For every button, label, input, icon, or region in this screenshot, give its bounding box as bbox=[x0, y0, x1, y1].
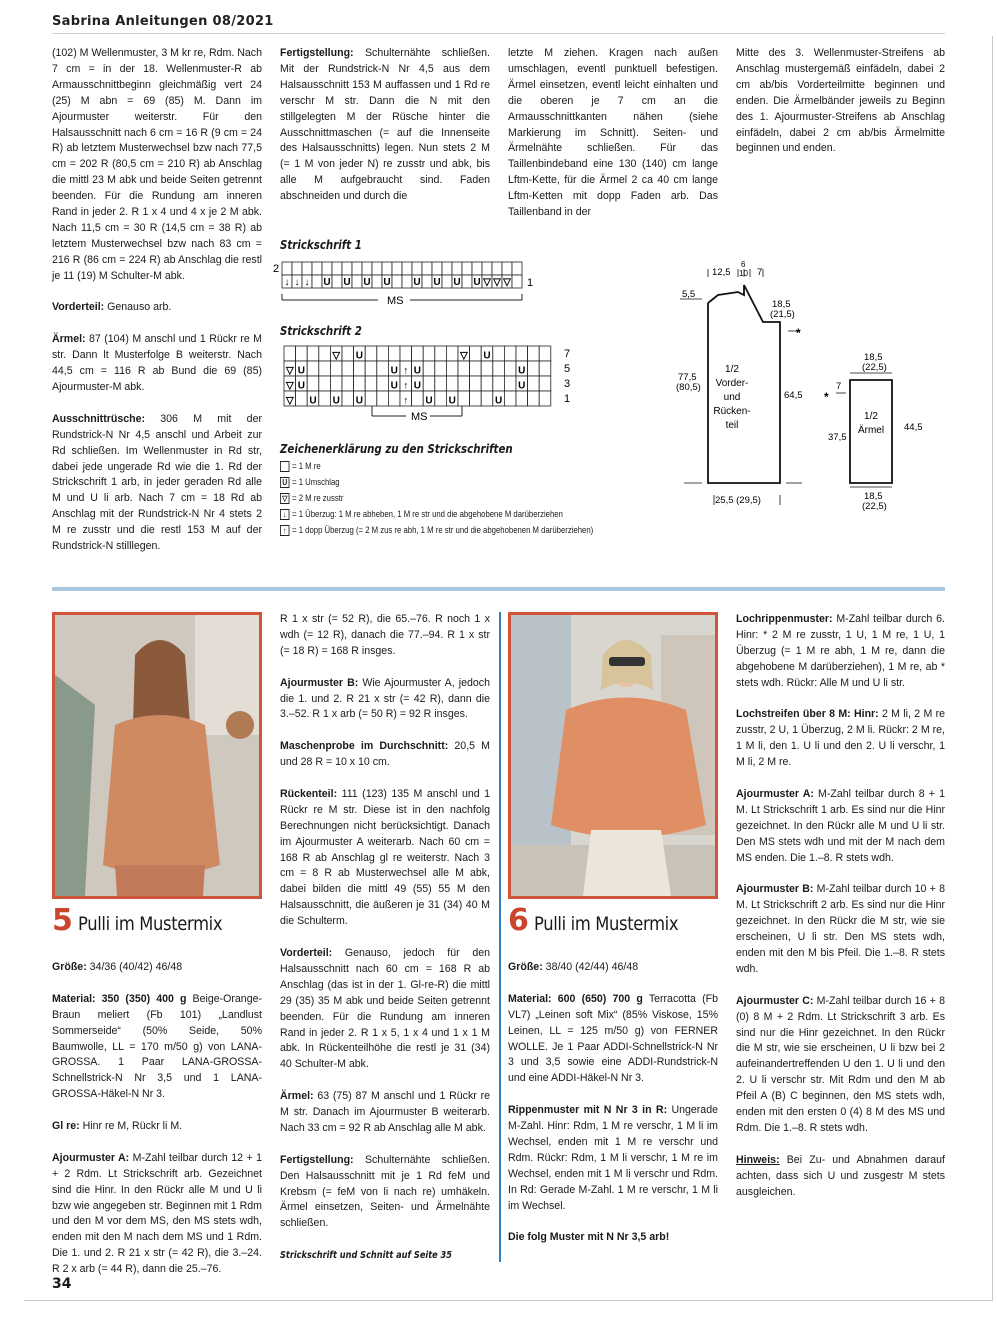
chart-2-cell bbox=[516, 391, 528, 406]
chart-2-cell bbox=[528, 376, 540, 391]
dim-sleeve-mark: 7 bbox=[836, 381, 842, 392]
chart-2-cell bbox=[539, 346, 551, 361]
chart-1-cell bbox=[492, 262, 502, 275]
chart-2-grid bbox=[284, 346, 551, 407]
chart-1-cell bbox=[462, 262, 472, 275]
chart-2-cell bbox=[319, 346, 331, 361]
stitch-symbol-icon: ▽ bbox=[285, 395, 294, 407]
chart-2-cell bbox=[528, 361, 540, 376]
chart-1-cell bbox=[512, 275, 522, 288]
chart-2 bbox=[280, 344, 580, 424]
chart-2-cell bbox=[423, 346, 435, 361]
p5-size: Größe: 34/36 (40/42) 46/48 bbox=[52, 961, 183, 973]
chart-2-row-1: 1 bbox=[564, 393, 571, 405]
stitch-symbol-icon: ▽ bbox=[285, 380, 294, 392]
chart-2-cell bbox=[493, 361, 505, 376]
chart-2-cell bbox=[446, 346, 458, 361]
chart-1-cell bbox=[392, 262, 402, 275]
chart-2-cell bbox=[493, 376, 505, 391]
stitch-symbol-icon: ▽ bbox=[285, 365, 294, 377]
dim-shoulder-alt: (21,5) bbox=[770, 309, 795, 320]
chart-2-cell bbox=[342, 376, 354, 391]
sleeve-label-2: Ärmel bbox=[857, 425, 885, 436]
dim-length-alt: (80,5) bbox=[676, 382, 701, 393]
body-label-2: Vorder- bbox=[715, 378, 749, 389]
p6-eyelet-stripe: Lochstreifen über 8 M: Hinr: 2 M li, 2 M re zusstr, 2 U, 1 Überzug, 2 M li. Rückr: 2 M re, 1 M li, den 1. U li und den 2. U li verschr, 1 M li, 2 M re. bbox=[736, 708, 945, 769]
top-column-4 bbox=[736, 46, 945, 157]
chart-1-cell bbox=[442, 275, 452, 288]
chart-1-cell bbox=[402, 262, 412, 275]
chart-2-cell bbox=[446, 361, 458, 376]
chart-2-title: Strickschrift 2 bbox=[280, 323, 362, 338]
photo-pattern-5 bbox=[52, 612, 262, 899]
pattern-6-column-a bbox=[508, 960, 718, 1246]
chart-1-cell bbox=[312, 275, 322, 288]
pattern-5-reference-note: Strickschrift und Schnitt auf Seite 35 bbox=[280, 1250, 452, 1261]
chart-2-cell bbox=[458, 361, 470, 376]
chart-2-cell bbox=[481, 376, 493, 391]
p5-finishing: Fertigstellung: Schulternähte schließen. Den Halsausschnitt mit je 1 Rd feM und Krebsm (= feM von li nach re) umhäkeln. Ärmel einsetzen, Seiten- und Ärmelnähte schließen. bbox=[280, 1153, 490, 1230]
chart-1-cell bbox=[422, 275, 432, 288]
chart-2-cell bbox=[435, 376, 447, 391]
legend-item-double-decrease: ↑ = 1 dopp Überzug (= 2 M zus re abh, 1 M re str und die abgehobenen M darüberziehen) bbox=[280, 522, 593, 538]
chart-2-cell bbox=[388, 391, 400, 406]
chart-1-cell bbox=[282, 262, 292, 275]
chart-1-cell bbox=[372, 275, 382, 288]
chart-2-cell bbox=[377, 361, 389, 376]
k2tog-symbol-icon: ▽ bbox=[280, 493, 289, 504]
p6-note-needles: Die folg Muster mit N Nr 3,5 arb! bbox=[508, 1231, 670, 1244]
paragraph-back-continued: (102) M Wellenmuster, 3 M kr re, Rdm. Nach 7 cm = in der 18. Wellenmuster-R ab Armausschnittbeginn gleichmäßig vert 24 (25) M abn = 69 (85) M. Dann im Ajourmuster weiterstr. Für den Halsausschnitt nach 6 cm = 16 R (9 cm = 24 R) ab letztem Musterwechsel bzw nach 77,5 cm = 202 R (80,5 cm = 210 R) ab Anschlag die mittl 23 M abk und beide Seiten getrennt beenden. Für die Rundung am inneren Rand in jeder 2. R 1 x 4 und 4 x je 2 M abk. Nach 11,5 cm = 30 R (14,5 cm = 38 R) ab letztem Musterwechsel bzw nach 83 cm = 216 R (86 cm = 224 R) ab Anschlag die restl je 11 (19) M Schulter-M abk. bbox=[52, 47, 262, 282]
chart-1-cell bbox=[502, 262, 512, 275]
stitch-symbol-icon: U bbox=[413, 277, 421, 288]
stitch-symbol-icon: U bbox=[425, 395, 433, 407]
dim-top-left: 12,5 bbox=[712, 267, 731, 278]
stitch-symbol-icon: ↑ bbox=[403, 365, 409, 377]
chart-2-ms-label: MS bbox=[411, 411, 428, 423]
pattern-6-divider bbox=[499, 612, 501, 1262]
model-6-illustration bbox=[511, 615, 715, 896]
chart-1-cell bbox=[302, 262, 312, 275]
decrease-arrow-icon: ↓ bbox=[280, 509, 289, 520]
chart-2-cell bbox=[504, 361, 516, 376]
dim-neck-b: 10 bbox=[739, 269, 748, 278]
chart-2-cell bbox=[365, 376, 377, 391]
dim-shoulder: 18,5 bbox=[772, 299, 791, 310]
p5-front: Vorderteil: Genauso, jedoch für den Halsausschnitt nach 60 cm = 168 R ab Anschlag (das ist in der 1. Gl-re-R) die mittl 29 (35) 35 M abk und beide Seiten getrennt beenden. Für die Rundung am inneren Rand in jeder 2. R 1 x 5, 1 x 4 und 1 x 1 M abk. In Rückenteilhöhe die restl je 31 (34) 40 Schulter-M abk. bbox=[280, 946, 490, 1071]
chart-1-cell bbox=[472, 262, 482, 275]
p5-ajour-a: Ajourmuster A: M-Zahl teilbar durch 12 + 1 + 2 Rdm. Lt Strickschrift arb. Gezeichnet sind die Hinr. In den Rückr alle M und U li bzw wie angegeben str. Beginnen mit 1 Rdm und den M vor dem MS, den MS stets wdh, enden mit den M nach dem MS und 1 Rdm. Die 1. und 2. R 21 x str (= 42 R), die 3.–24. R 2 x arb (= 44 R), dann die 25.–76. bbox=[52, 1151, 262, 1276]
stitch-symbol-icon: U bbox=[363, 277, 371, 288]
sleeve-marker-star: * bbox=[824, 390, 829, 404]
stitch-symbol-icon: U bbox=[332, 395, 340, 407]
page-frame-right bbox=[992, 36, 993, 1301]
chart-2-cell bbox=[516, 346, 528, 361]
body-label-3: und bbox=[723, 392, 741, 403]
stitch-symbol-icon: ▽ bbox=[459, 350, 468, 362]
seam-marker-star: * bbox=[796, 326, 801, 340]
double-decrease-arrow-icon: ↑ bbox=[280, 525, 289, 536]
dim-sleeve-left: 37,5 bbox=[828, 432, 847, 443]
pattern-5-title bbox=[52, 903, 246, 938]
stitch-symbol-icon: U bbox=[473, 277, 481, 288]
stitch-symbol-icon: U bbox=[390, 380, 398, 392]
body-label-5: teil bbox=[725, 420, 739, 431]
chart-2-cell bbox=[528, 346, 540, 361]
chart-2-cell bbox=[504, 346, 516, 361]
chart-1-cell bbox=[342, 262, 352, 275]
paragraph-finishing-continued: letzte M ziehen. Kragen nach außen umschlagen, eventl punktuell befestigen. Ärmel einsetzen, eventl leicht einhalten und die oberen je 7 cm an die Armausschnittkanten nähen (siehe Markierung im Schnitt). Seiten- und Ärmelnähte schließen. Für das Taillenbindeband eine 130 (140) cm lange Lftm-Kette, für die Ärmel 2 ca 40 cm lange Lftm-Ketten mit dopp Faden arb. Das Taillenband in der bbox=[508, 47, 718, 219]
chart-2-cell bbox=[470, 346, 482, 361]
dim-sleeve-bottom-alt: (22,5) bbox=[862, 501, 887, 512]
dim-bottom: 25,5 (29,5) bbox=[715, 495, 761, 506]
chart-2-cell bbox=[435, 346, 447, 361]
chart-2-cell bbox=[319, 391, 331, 406]
chart-1-cell bbox=[322, 262, 332, 275]
p5-stockinette: Gl re: Hinr re M, Rückr li M. bbox=[52, 1120, 183, 1133]
stitch-symbol-icon: U bbox=[413, 380, 422, 392]
chart-1-cell bbox=[312, 262, 322, 275]
chart-2-cell bbox=[342, 346, 354, 361]
stitch-symbol-icon: U bbox=[518, 365, 526, 377]
chart-2-cell bbox=[539, 361, 551, 376]
paragraph-finishing-end: Mitte des 3. Wellenmuster-Streifens ab Anschlag mustergemäß einfädeln, dabei 2 cm ab/bis Vorderteilmitte beginnen und enden. Die Ärmelbänder jeweils zu Beginn des 1. Ajourmuster-Streifens ab Anschlag einfädeln, dabei 2 cm ab/bis Ärmelmitte beginnen und enden. bbox=[736, 47, 945, 155]
p5-gauge: Maschenprobe im Durchschnitt: 20,5 M und 28 R = 10 x 10 cm. bbox=[280, 740, 490, 769]
chart-2-cell bbox=[319, 376, 331, 391]
chart-2-cell bbox=[470, 391, 482, 406]
chart-2-cell bbox=[365, 361, 377, 376]
chart-2-cell bbox=[296, 391, 308, 406]
chart-1-row-label-right: 1 bbox=[527, 277, 534, 289]
chart-2-cell bbox=[470, 376, 482, 391]
chart-2-cell bbox=[365, 391, 377, 406]
stitch-symbol-icon: U bbox=[453, 277, 461, 288]
p6-ajour-a: Ajourmuster A: M-Zahl teilbar durch 8 + 1 M. Lt Strickschrift 1 arb. Es sind nur die Hinr gezeichnet. In den Rückr alle M und U li str. Den MS stets wdh und mit der M nach dem MS enden. Die 1.–8. R stets wdh. bbox=[736, 787, 945, 864]
stitch-symbol-icon: U bbox=[297, 380, 306, 392]
p5-ajour-b: Ajourmuster B: Wie Ajourmuster A, jedoch die 1. und 2. R 21 x str (= 42 R), dann die 3.–52. R 1 x arb (= 50 R) = 92 R insges. bbox=[280, 676, 490, 721]
p6-eyelet-rib: Lochrippenmuster: M-Zahl teilbar durch 6. Hinr: * 2 M re zusstr, 1 U, 1 M re, 1 U, 1 Überzug (= 1 M re abh, 1 M re, dann die abgehobene M darüberziehen), 1 M re, ab * stets wdh. Rückr: Alle M und U li str. bbox=[736, 613, 945, 689]
legend-item-yarn-over: U = 1 Umschlag bbox=[280, 474, 593, 490]
chart-1-cell bbox=[332, 262, 342, 275]
chart-2-cell bbox=[435, 361, 447, 376]
pattern-6-number: 6 bbox=[508, 903, 529, 938]
chart-2-cell bbox=[423, 361, 435, 376]
p5-sleeve: Ärmel: 63 (75) 87 M anschl und 1 Rückr re M str. Danach im Ajourmuster B weiterarb. Nach 33 cm = 92 R ab Anschlag alle M abk. bbox=[280, 1090, 490, 1134]
stitch-symbol-icon: ▽ bbox=[332, 350, 341, 362]
stitch-symbol-icon: ↓ bbox=[294, 277, 300, 288]
chart-2-cell bbox=[412, 391, 424, 406]
chart-1-cell bbox=[412, 262, 422, 275]
dim-neck-a: 6 bbox=[741, 260, 746, 269]
stitch-symbol-icon: ↑ bbox=[403, 380, 409, 392]
p6-ajour-b: Ajourmuster B: M-Zahl teilbar durch 10 + 8 M. Lt Strickschrift 2 arb. Es sind nur die Hinr gezeichnet. In den Rückr die M str, wie sie erscheinen, U li str. Den MS stets wdh, enden mit den M bis Pfeil. Die 1.–8. R stets wdh. bbox=[736, 883, 945, 975]
chart-1-cell bbox=[512, 262, 522, 275]
pattern-6-column-b bbox=[736, 612, 945, 1200]
stitch-symbol-icon: ↓ bbox=[304, 277, 310, 288]
paragraph-ruffle: Ausschnittrüsche: 306 M mit der Rundstrick-N Nr 4,5 anschl und Arbeit zur Rd schließen. Im Wellenmuster in Rd str, dabei jede ungerade Rd wie die 1. Rd der Strickschrift 1 arb, in jeder geraden Rd alle M und U li arb. Nach 7 cm = 18 Rd ab Anschlag mit der Rundstrick-N Nr 4 stets 2 M re zusstr und die restl 153 M auf der Rundstrick-N stilllegen. bbox=[52, 412, 262, 553]
pattern-5-name: Pulli im Mustermix bbox=[77, 913, 223, 935]
top-column-1 bbox=[52, 46, 262, 555]
dim-sleeve-right: 44,5 bbox=[904, 422, 923, 433]
stitch-symbol-icon: U bbox=[518, 380, 526, 392]
dim-left-drop: 5,5 bbox=[682, 289, 696, 300]
chart-1-cell bbox=[352, 275, 362, 288]
chart-2-cell bbox=[296, 346, 308, 361]
chart-1-cell bbox=[372, 262, 382, 275]
chart-2-cell bbox=[354, 361, 366, 376]
symbol-legend bbox=[280, 458, 644, 538]
chart-1-title: Strickschrift 1 bbox=[280, 237, 362, 252]
p5-back: Rückenteil: 111 (123) 135 M anschl und 1 Rückr re M str. Diese ist in den nachfolg Berechnungen nicht berücksichtigt. Danach im Ajourmuster A weiterarb. Nach 60 cm = 168 R ab Anschlag gl re weiterstr. Nach 3 cm = 8 R ab Musterwechsel alle M abk, dabei bilden die mittl 49 (55) 55 M den Halsausschnitt, die äußeren je 31 (34) 40 M die Schulterm. bbox=[280, 787, 490, 928]
chart-2-cell bbox=[412, 346, 424, 361]
chart-1-grid bbox=[282, 262, 522, 288]
stitch-symbol-icon: U bbox=[297, 365, 306, 377]
p6-material: Material: 600 (650) 700 g Terracotta (Fb VL7) „Leinen soft Mix“ (85% Viskose, 15% Leinen, LL = 125 m/50 g) von FERNER WOLLE. Je 1 Paar ADDI-Schnellstrick-N Nr 3 und 3,5 sowie eine ADDI-Rundstrick-N und eine ADDI-Häkel-N Nr 3. bbox=[508, 992, 718, 1085]
chart-2-cell bbox=[377, 376, 389, 391]
chart-2-cell bbox=[365, 346, 377, 361]
chart-2-cell bbox=[284, 346, 296, 361]
chart-2-row-3: 3 bbox=[564, 378, 571, 390]
chart-2-cell bbox=[388, 346, 400, 361]
stitch-symbol-icon: U bbox=[383, 277, 391, 288]
dim-sleeve-top: 18,5 bbox=[864, 352, 883, 363]
chart-2-cell bbox=[319, 361, 331, 376]
stitch-symbol-icon: U bbox=[323, 277, 331, 288]
stitch-symbol-icon: U bbox=[413, 365, 422, 377]
chart-2-cell bbox=[539, 376, 551, 391]
chart-2-cell bbox=[458, 391, 470, 406]
stitch-symbol-icon: U bbox=[433, 277, 441, 288]
sleeve-label-1: 1/2 bbox=[864, 411, 878, 422]
chart-1-cell bbox=[482, 262, 492, 275]
page-frame-bottom bbox=[24, 1300, 993, 1301]
top-column-3 bbox=[508, 46, 718, 221]
chart-2-row-7: 7 bbox=[564, 348, 571, 360]
stitch-symbol-icon: U bbox=[355, 350, 364, 362]
p6-rib: Rippenmuster mit N Nr 3 in R: Ungerade M-Zahl. Hinr: Rdm, 1 M re verschr, 1 M li im Wechsel, enden mit 1 M re verschr und Rdm. Rückr: Rdm, 1 M li verschr, 1 M re im Wechsel, enden mit 1 M li verschr und Rdm. In Rd: Gerade M-Zahl. 1 M re verschr, 1 M li im Wechsel. bbox=[508, 1104, 718, 1212]
pattern-5-column-b bbox=[280, 612, 490, 1232]
paragraph-front: Vorderteil: Genauso arb. bbox=[52, 301, 172, 314]
stitch-symbol-icon: U bbox=[309, 395, 317, 407]
p5-material: Material: 350 (350) 400 g Beige-Orange-Braun meliert (Fb 101) „Landlust Sommerseide“ (50% Seide, 50% Baumwolle, LL = 170 m/50 g) von LANA-GROSSA. 1 Paar LANA-GROSSA-Schnellstrick-N Nr 3,5 und 1 LANA-GROSSA-Häkel-N Nr 3. bbox=[52, 992, 263, 1101]
chart-2-cell bbox=[446, 376, 458, 391]
chart-2-cell bbox=[504, 376, 516, 391]
running-header: Sabrina Anleitungen 08/2021 bbox=[52, 14, 274, 29]
chart-1-cell bbox=[402, 275, 412, 288]
stitch-symbol-icon: U bbox=[448, 395, 456, 407]
chart-1-cell bbox=[362, 262, 372, 275]
chart-1-cell bbox=[352, 262, 362, 275]
dim-length: 77,5 bbox=[678, 372, 697, 383]
stitch-symbol-icon: ↑ bbox=[403, 395, 409, 407]
stitch-symbol-icon: U bbox=[390, 365, 398, 377]
chart-2-cell bbox=[435, 391, 447, 406]
section-separator bbox=[52, 587, 945, 591]
chart-1-cell bbox=[292, 262, 302, 275]
chart-2-cell bbox=[504, 391, 516, 406]
chart-2-cell bbox=[458, 376, 470, 391]
dim-top-right: 7 bbox=[757, 267, 763, 278]
chart-1-cell bbox=[422, 262, 432, 275]
p5-ajour-a-continued: R 1 x str (= 52 R), die 65.–76. R noch 1 x wdh (= 12 R), danach die 77.–94. R 1 x str (= 18 R) = 168 R insges. bbox=[280, 613, 490, 657]
chart-1-cell bbox=[442, 262, 452, 275]
pattern-6-title bbox=[508, 903, 702, 938]
legend-title: Zeichenerklärung zu den Strickschriften bbox=[280, 441, 513, 456]
chart-2-cell bbox=[330, 376, 342, 391]
chart-1-ms-label: MS bbox=[387, 295, 404, 307]
dim-side: 64,5 bbox=[784, 390, 803, 401]
pattern-5-number: 5 bbox=[52, 903, 73, 938]
p6-size: Größe: 38/40 (42/44) 46/48 bbox=[508, 961, 639, 973]
stitch-symbol-icon: ↓ bbox=[284, 277, 290, 288]
stitch-symbol-icon: U bbox=[483, 350, 491, 362]
stitch-symbol-icon: ▽ bbox=[493, 277, 501, 288]
pattern-5-column-a bbox=[52, 960, 262, 1278]
top-column-2 bbox=[280, 46, 490, 205]
chart-2-cell bbox=[354, 376, 366, 391]
stitch-symbol-icon: ▽ bbox=[503, 277, 511, 288]
chart-1-cell bbox=[332, 275, 342, 288]
chart-2-cell bbox=[377, 391, 389, 406]
legend-item-knit: = 1 M re bbox=[280, 458, 593, 474]
chart-1-cell bbox=[392, 275, 402, 288]
body-label-1: 1/2 bbox=[725, 364, 739, 375]
chart-2-cell bbox=[493, 346, 505, 361]
chart-2-row-5: 5 bbox=[564, 363, 571, 375]
chart-2-cell bbox=[307, 361, 319, 376]
legend-item-decrease: ↓ = 1 Überzug: 1 M re abheben, 1 M re str und die abgehobene M darüberziehen bbox=[280, 506, 593, 522]
model-5-illustration bbox=[55, 615, 259, 896]
p6-hint: Hinweis: Bei Zu- und Abnahmen darauf achten, dass sich U und zusgestr M stets ausgleichen. bbox=[736, 1153, 945, 1198]
knit-symbol-icon bbox=[280, 461, 289, 472]
page-number: 34 bbox=[52, 1276, 72, 1292]
chart-2-cell bbox=[470, 361, 482, 376]
dim-sleeve-top-alt: (22,5) bbox=[862, 362, 887, 373]
chart-1-cell bbox=[382, 262, 392, 275]
photo-pattern-6 bbox=[508, 612, 718, 899]
chart-2-cell bbox=[342, 391, 354, 406]
chart-1 bbox=[270, 258, 540, 308]
stitch-symbol-icon: U bbox=[355, 395, 364, 407]
header-rule bbox=[52, 33, 945, 34]
chart-2-cell bbox=[481, 391, 493, 406]
pattern-schematic bbox=[660, 255, 950, 515]
chart-1-row-label-left: 2 bbox=[273, 263, 280, 275]
body-label-4: Rücken- bbox=[713, 406, 751, 417]
dim-sleeve-bottom: 18,5 bbox=[864, 491, 883, 502]
stitch-symbol-icon: ▽ bbox=[483, 277, 491, 288]
chart-2-cell bbox=[307, 376, 319, 391]
chart-1-cell bbox=[452, 262, 462, 275]
chart-2-cell bbox=[481, 361, 493, 376]
stitch-symbol-icon: U bbox=[343, 277, 351, 288]
chart-2-cell bbox=[423, 376, 435, 391]
paragraph-sleeve: Ärmel: 87 (104) M anschl und 1 Rückr re M str. Dann lt Musterfolge B weiterstr. Nach 44,5 cm = 116 R ab Bund die 69 (85) Ajourmuster-M abk. bbox=[52, 333, 262, 393]
paragraph-finishing: Fertigstellung: Schulternähte schließen. Mit der Rundstrick-N Nr 4,5 aus dem Halsausschnitt 153 M auffassen und 1 Rd re verschr M str. Dann die N mit den stillgelegten M der Rüsche hinter die Ausschnittmaschen (= auf die Innenseite des Halsausschnitts) legen. Nun stets 2 M (= 1 M von jeder N) re zusstr und abk, bis alle M aufgebraucht sind. Faden abschneiden und durch die bbox=[280, 47, 490, 203]
chart-2-cell bbox=[330, 361, 342, 376]
chart-1-cell bbox=[432, 262, 442, 275]
chart-2-cell bbox=[400, 346, 412, 361]
chart-2-cell bbox=[342, 361, 354, 376]
chart-2-cell bbox=[539, 391, 551, 406]
p6-ajour-c: Ajourmuster C: M-Zahl teilbar durch 16 + 8 (0) 8 M + 2 Rdm. Lt Strickschrift 3 arb. Es sind nur die Hinr gezeichnet. In den Rückr die M str, wie sie erscheinen, U li bzw bei 2 aufeinandertreffenden U den 1. U li und den 2. U li verschr str. Mit Rdm und den M ab Pfeil A (B) C beginnen, den MS stets wdh, enden mit den ersten 0 (4) 8 M des MS und Rdm. Die 1.–8. R stets wdh. bbox=[736, 994, 945, 1134]
yarn-over-symbol-icon: U bbox=[280, 477, 289, 488]
legend-item-k2tog: ▽ = 2 M re zusstr bbox=[280, 490, 593, 506]
chart-2-cell bbox=[528, 391, 540, 406]
pattern-6-name: Pulli im Mustermix bbox=[533, 913, 679, 935]
chart-2-cell bbox=[377, 346, 389, 361]
chart-2-cell bbox=[307, 346, 319, 361]
chart-1-cell bbox=[462, 275, 472, 288]
stitch-symbol-icon: U bbox=[494, 395, 503, 407]
